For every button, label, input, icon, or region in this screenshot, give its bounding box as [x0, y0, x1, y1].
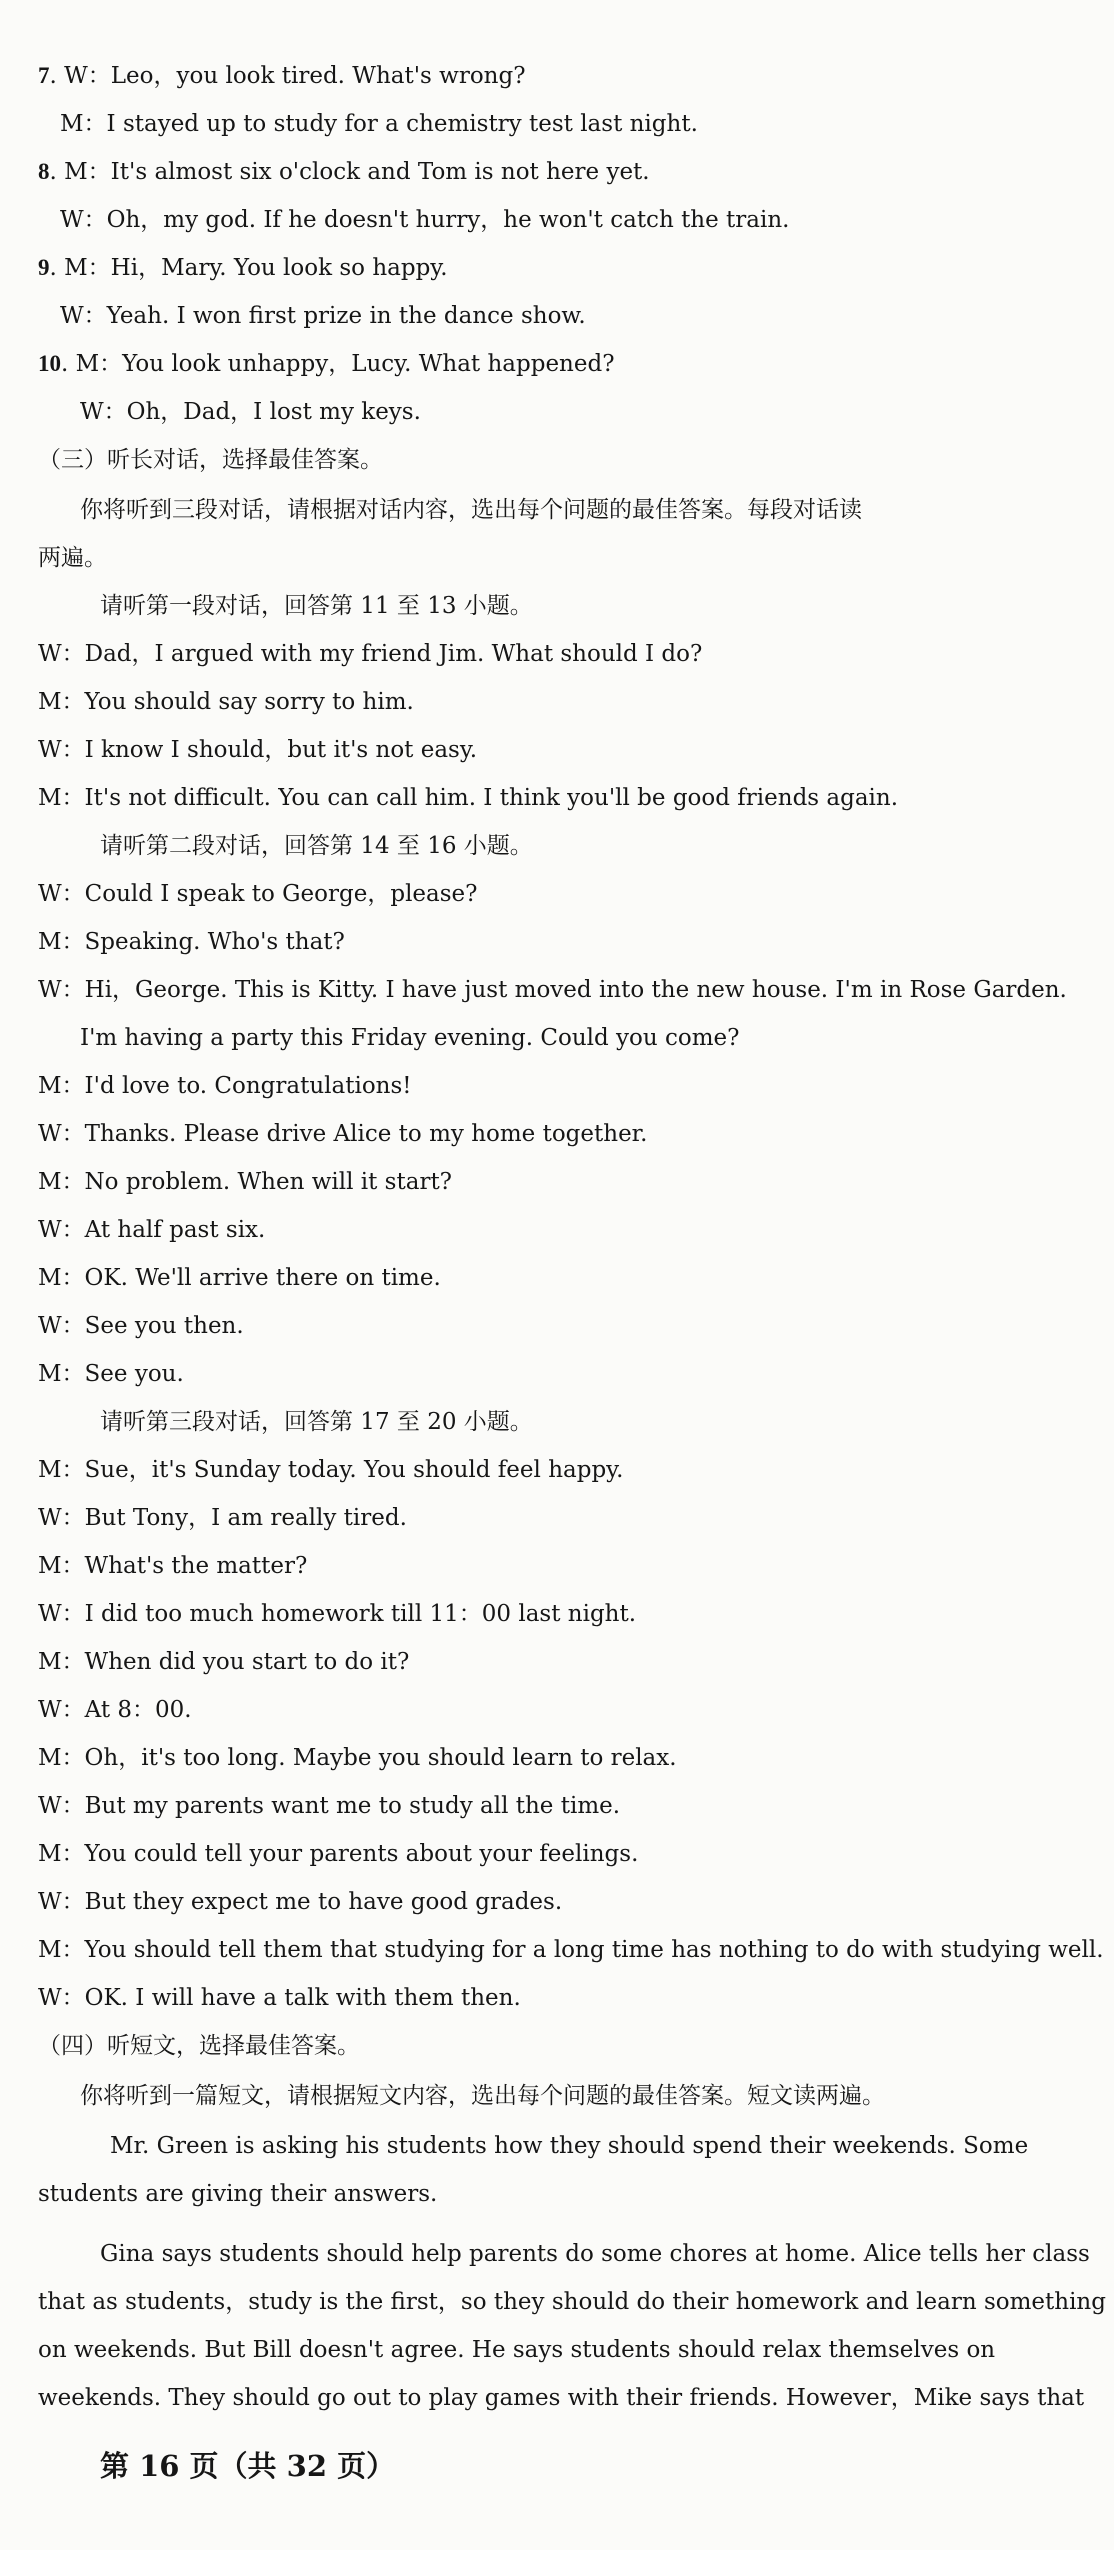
- text-line: [38, 1503, 407, 1533]
- text-line: [38, 1599, 636, 1629]
- line-text: M：Speaking. Who's that?: [38, 929, 345, 955]
- text-line: [38, 783, 898, 813]
- line-text: W：At half past six.: [38, 1217, 266, 1243]
- line-text: 两遍。: [38, 545, 107, 571]
- text-line: [80, 1023, 739, 1053]
- line-text: W：Thanks. Please drive Alice to my home together.: [38, 1121, 648, 1147]
- line-text: M：You should tell them that studying for a long time has nothing to do with studying well.: [38, 1937, 1104, 1963]
- text-line: [60, 301, 586, 331]
- text-line: [38, 1263, 441, 1293]
- line-text: W：Oh，my god. If he doesn't hurry，he won't catch the train.: [60, 207, 790, 233]
- line-text: W：See you then.: [38, 1313, 244, 1339]
- text-line: [38, 879, 478, 909]
- text-line: [38, 927, 345, 957]
- line-text: that as students，study is the first，so they should do their homework and learn something: [38, 2289, 1106, 2315]
- text-line: [60, 109, 698, 139]
- text-line: [38, 1743, 677, 1773]
- line-text: M：It's not difficult. You can call him. I think you'll be good friends again.: [38, 785, 899, 811]
- text-line: [100, 591, 533, 621]
- line-text: W：I know I should，but it's not easy.: [38, 737, 478, 763]
- text-line: [80, 495, 862, 525]
- text-line: [38, 1983, 521, 2013]
- line-text: . W：Leo，you look tired. What's wrong?: [49, 63, 526, 89]
- text-line: [38, 1119, 647, 1149]
- text-line: [38, 1359, 184, 1389]
- line-text: M：See you.: [38, 1361, 184, 1387]
- line-text: （四）听短文，选择最佳答案。: [38, 2033, 360, 2059]
- question-number: 10: [38, 351, 61, 376]
- text-line: [38, 61, 526, 91]
- page-number-footer: 第 16 页（共 32 页）: [100, 2449, 396, 2483]
- text-line: [38, 1311, 244, 1341]
- line-text: M：You should say sorry to him.: [38, 689, 414, 715]
- line-text: M：OK. We'll arrive there on time.: [38, 1265, 441, 1291]
- line-text: M：I'd love to. Congratulations!: [38, 1073, 412, 1099]
- text-line: [38, 2179, 437, 2209]
- text-line: [38, 1215, 265, 1245]
- line-text: M：Oh，it's too long. Maybe you should learn to relax.: [38, 1745, 677, 1771]
- text-line: [38, 1839, 638, 1869]
- line-text: Gina says students should help parents do some chores at home. Alice tells her class: [100, 2241, 1090, 2267]
- text-line: [38, 157, 650, 187]
- text-line: [110, 2131, 1028, 2161]
- text-line: [38, 1647, 409, 1677]
- line-text: W：But Tony，I am really tired.: [38, 1505, 407, 1531]
- text-line: [38, 1935, 1104, 1965]
- line-text: 你将听到一篇短文，请根据短文内容，选出每个问题的最佳答案。短文读两遍。: [80, 2083, 885, 2109]
- question-number: 9: [38, 255, 50, 280]
- text-line: [38, 349, 615, 379]
- line-text: M：What's the matter?: [38, 1553, 308, 1579]
- text-line: [100, 2239, 1090, 2269]
- line-text: M：Sue，it's Sunday today. You should feel happy.: [38, 1457, 624, 1483]
- text-line: [38, 253, 448, 283]
- line-text: students are giving their answers.: [38, 2181, 438, 2207]
- text-line: [38, 1455, 623, 1485]
- line-text: W：Dad，I argued with my friend Jim. What should I do?: [38, 641, 703, 667]
- line-text: W：Could I speak to George，please?: [38, 881, 478, 907]
- line-text: W：I did too much homework till 11：00 last night.: [38, 1601, 637, 1627]
- line-text: 你将听到三段对话，请根据对话内容，选出每个问题的最佳答案。每段对话读: [80, 497, 862, 523]
- text-line: [38, 2031, 360, 2061]
- line-text: W：But my parents want me to study all the time.: [38, 1793, 621, 1819]
- line-text: . M：It's almost six o'clock and Tom is not here yet.: [49, 159, 650, 185]
- text-line: [100, 1407, 533, 1437]
- question-number: 7: [38, 63, 50, 88]
- text-line: [38, 1071, 412, 1101]
- text-line: [38, 2287, 1106, 2317]
- line-text: W：OK. I will have a talk with them then.: [38, 1985, 521, 2011]
- line-text: on weekends. But Bill doesn't agree. He says students should relax themselves on: [38, 2337, 996, 2363]
- text-line: [80, 397, 421, 427]
- line-text: W：Oh，Dad，I lost my keys.: [80, 399, 421, 425]
- line-text: Mr. Green is asking his students how they should spend their weekends. Some: [110, 2133, 1029, 2159]
- text-line: [100, 831, 533, 861]
- line-text: I'm having a party this Friday evening. Could you come?: [80, 1025, 740, 1051]
- line-text: W：At 8：00.: [38, 1697, 192, 1723]
- line-text: M：I stayed up to study for a chemistry test last night.: [60, 111, 698, 137]
- line-text: （三）听长对话，选择最佳答案。: [38, 447, 383, 473]
- text-line: [38, 1887, 562, 1917]
- line-text: 请听第一段对话，回答第 11 至 13 小题。: [100, 593, 533, 619]
- text-line: [38, 543, 107, 573]
- text-line: [60, 205, 789, 235]
- text-line: [38, 2335, 995, 2365]
- text-line: [38, 1551, 307, 1581]
- text-line: [38, 687, 414, 717]
- text-line: [38, 735, 477, 765]
- text-line: [38, 445, 383, 475]
- text-line: [38, 1695, 192, 1725]
- text-line: [38, 1167, 452, 1197]
- line-text: . M：Hi，Mary. You look so happy.: [49, 255, 448, 281]
- line-text: weekends. They should go out to play games with their friends. However，Mike says that: [38, 2385, 1085, 2411]
- line-text: 请听第三段对话，回答第 17 至 20 小题。: [100, 1409, 533, 1435]
- line-text: W：Hi，George. This is Kitty. I have just moved into the new house. I'm in Rose Garden.: [38, 977, 1067, 1003]
- text-line: [38, 975, 1067, 1005]
- text-line: [80, 2081, 885, 2111]
- text-line: [38, 639, 702, 669]
- text-line: [38, 1791, 620, 1821]
- line-text: W：But they expect me to have good grades.: [38, 1889, 563, 1915]
- line-text: . M：You look unhappy，Lucy. What happened?: [61, 351, 615, 377]
- line-text: M：When did you start to do it?: [38, 1649, 410, 1675]
- line-text: M：You could tell your parents about your feelings.: [38, 1841, 639, 1867]
- line-text: 请听第二段对话，回答第 14 至 16 小题。: [100, 833, 533, 859]
- question-number: 8: [38, 159, 50, 184]
- line-text: W：Yeah. I won first prize in the dance show.: [60, 303, 586, 329]
- line-text: M：No problem. When will it start?: [38, 1169, 453, 1195]
- text-line: [38, 2383, 1084, 2413]
